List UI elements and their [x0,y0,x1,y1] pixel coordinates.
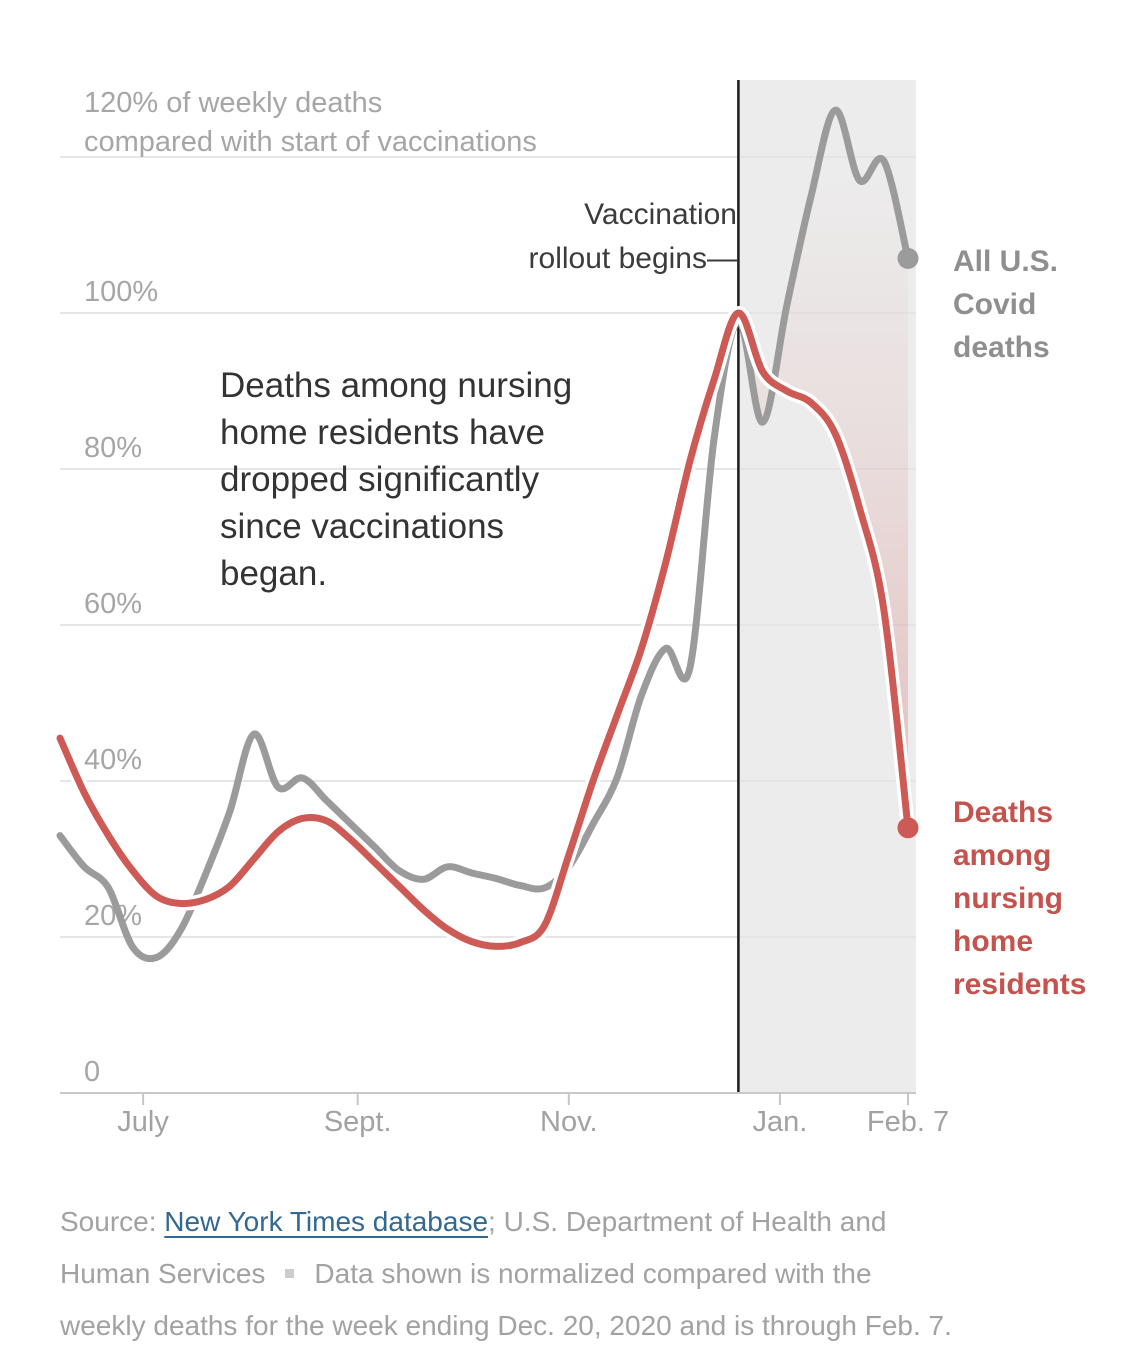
unit-label-line-1: 120% of weekly deaths [84,87,383,119]
legend-red-line-3: nursing [953,882,1063,915]
vaccination-annotation [529,193,737,281]
y-axis-unit-label [84,84,537,162]
x-tick-label-July: July [117,1106,169,1138]
legend-gray-line-1: All U.S. [953,245,1059,278]
chart-annotation-line-2: home residents have [220,413,545,452]
y-tick-label-40%: 40% [84,744,143,776]
source-line-1 [60,1196,1090,1248]
x-tick-label-Feb. 7: Feb. 7 [866,1106,950,1138]
y-tick-label-60%: 60% [84,588,143,620]
separator-square-icon [285,1269,294,1278]
chart-annotation-line-3: dropped significantly [220,460,540,499]
x-tick-label-Nov.: Nov. [540,1106,598,1138]
legend-red-line-4: home [953,925,1034,958]
legend-gray-line-2: Covid [953,288,1037,321]
x-tick-label-Sept.: Sept. [323,1106,392,1138]
post-vaccination-band [738,80,916,1092]
chart-annotation-line-5: began. [220,554,328,593]
source-after-link: ; U.S. Department of Health and [488,1206,887,1237]
y-tick-label-80%: 80% [84,432,143,464]
source-note-text: Data shown is normalized compared with the [314,1258,872,1289]
decline-gap-area [738,110,908,828]
chart-annotation-line-1: Deaths among nursing [220,366,573,405]
legend-gray-line-3: deaths [953,331,1050,364]
legend-red-line-1: Deaths [953,796,1054,829]
chart-annotation-line-4: since vaccinations [220,507,505,546]
source-line-2 [60,1248,1090,1300]
vaccination-annotation-line-1: Vaccination [584,198,737,231]
legend-nursing-home-residents [953,791,1086,1006]
source-prefix: Source: [60,1206,165,1237]
source-note [60,1196,1090,1352]
legend-red-line-2: among [953,839,1052,872]
source-link[interactable]: New York Times database [164,1206,489,1237]
y-tick-label-0: 0 [84,1056,101,1088]
source-agency: Human Services [60,1258,266,1289]
chart-annotation [220,362,572,597]
legend-all-us-covid-deaths [953,240,1058,369]
source-line-3: weekly deaths for the week ending Dec. 20, 2020 and is through Feb. 7. [60,1310,952,1341]
nursing-home-endpoint-dot [898,817,919,838]
y-tick-label-20%: 20% [84,900,143,932]
legend-red-line-5: residents [953,968,1087,1001]
all-us-deaths-endpoint-dot [898,248,919,269]
x-tick-label-Jan.: Jan. [752,1106,808,1138]
unit-label-line-2: compared with start of vaccinations [84,126,537,158]
y-tick-label-100%: 100% [84,276,159,308]
vaccination-annotation-line-2: rollout begins— [528,242,737,275]
